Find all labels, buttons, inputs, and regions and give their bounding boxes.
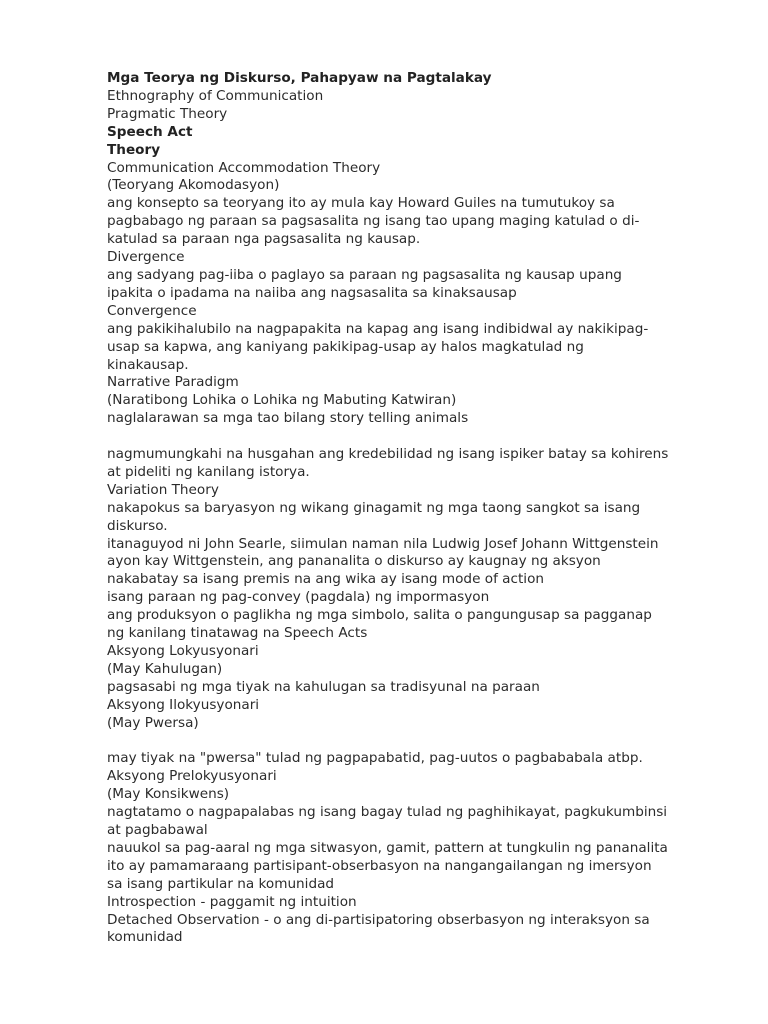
document-text-line: Ethnography of Communication: [107, 87, 324, 104]
document-text-line: Pragmatic Theory: [107, 105, 228, 122]
document-text-line: ng kanilang tinatawag na Speech Acts: [107, 625, 368, 642]
document-text-line: isang paraan ng pag-convey (pagdala) ng impormasyon: [107, 589, 490, 606]
document-text-line: usap sa kapwa, ang kaniyang pakikipag-usap ay halos magkatulad ng: [107, 338, 584, 355]
document-text-line: nagtatamo o nagpapalabas ng isang bagay tulad ng paghihikayat, pagkukumbinsi: [107, 804, 668, 821]
document-text-line: kinakausap.: [107, 356, 189, 373]
document-heading-line: Mga Teorya ng Diskurso, Pahapyaw na Pagtalakay: [107, 70, 492, 86]
document-text-line: (May Kahulugan): [107, 660, 223, 677]
document-heading-line: Speech Act: [107, 123, 193, 140]
blank-line: [107, 428, 687, 446]
document-text-line: Communication Accommodation Theory: [107, 159, 381, 176]
document-text-line: (May Konsikwens): [107, 786, 230, 803]
document-text-line: pagbabago ng paraan sa pagsasalita ng isang tao upang maging katulad o di-: [107, 213, 640, 230]
document-text-line: nauukol sa pag-aaral ng mga sitwasyon, gamit, pattern at tungkulin ng pananalita: [107, 839, 668, 856]
document-text-line: at pideliti ng kanilang istorya.: [107, 463, 310, 480]
document-text-line: itanaguyod ni John Searle, siimulan naman nila Ludwig Josef Johann Wittgenstein: [107, 535, 659, 552]
document-text-line: Aksyong Lokyusyonari: [107, 642, 259, 659]
document-text-line: (May Pwersa): [107, 714, 199, 731]
document-text-line: Introspection - paggamit ng intuition: [107, 893, 357, 910]
document-text-line: Aksyong Ilokyusyonari: [107, 696, 260, 713]
document-text-line: Convergence: [107, 302, 197, 319]
document-text-line: ayon kay Wittgenstein, ang pananalita o diskurso ay kaugnay ng aksyon: [107, 553, 601, 570]
document-text-line: Aksyong Prelokyusyonari: [107, 768, 277, 785]
document-text-line: Narrative Paradigm: [107, 374, 239, 391]
document-text-line: komunidad: [107, 929, 183, 946]
document-text-line: naglalarawan sa mga tao bilang story telling animals: [107, 410, 469, 427]
document-text-line: may tiyak na "pwersa" tulad ng pagpapabatid, pag-uutos o pagbababala atbp.: [107, 750, 643, 767]
document-text-line: nagmumungkahi na husgahan ang kredebilidad ng isang ispiker batay sa kohirens: [107, 446, 669, 463]
document-text-line: (Naratibong Lohika o Lohika ng Mabuting Katwiran): [107, 392, 457, 409]
document-text-line: ang pakikihalubilo na nagpapakita na kapag ang isang indibidwal ay nakikipag-: [107, 320, 649, 337]
document-text-line: pagsasabi ng mga tiyak na kahulugan sa tradisyunal na paraan: [107, 678, 540, 695]
document-text-line: nakabatay sa isang premis na ang wika ay isang mode of action: [107, 571, 545, 588]
document-text-line: ito ay pamamaraang partisipant-obserbasyon na nangangailangan ng imersyon: [107, 857, 652, 874]
blank-line: [107, 733, 687, 751]
document-text-line: Detached Observation - o ang di-partisipatoring obserbasyon ng interaksyon sa: [107, 911, 650, 928]
document-body: [107, 70, 687, 947]
document-text-line: at pagbabawal: [107, 822, 208, 839]
document-text-line: ang konsepto sa teoryang ito ay mula kay Howard Guiles na tumutukoy sa: [107, 195, 615, 212]
document-heading-line: Theory: [107, 141, 161, 158]
document-text-line: diskurso.: [107, 517, 168, 534]
document-text-line: (Teoryang Akomodasyon): [107, 177, 280, 194]
document-text-line: ang produksyon o paglikha ng mga simbolo, salita o pangungusap sa pagganap: [107, 607, 652, 624]
document-text-line: Divergence: [107, 249, 185, 266]
document-text-line: ang sadyang pag-iiba o paglayo sa paraan ng pagsasalita ng kausap upang: [107, 266, 622, 283]
document-text-line: Variation Theory: [107, 481, 219, 498]
document-text-line: katulad sa paraan nga pagsasalita ng kausap.: [107, 231, 421, 248]
document-text-line: nakapokus sa baryasyon ng wikang ginagamit ng mga taong sangkot sa isang: [107, 499, 641, 516]
document-text-line: sa isang partikular na komunidad: [107, 875, 335, 892]
document-text-line: ipakita o ipadama na naiiba ang nagsasalita sa kinaksausap: [107, 284, 517, 301]
